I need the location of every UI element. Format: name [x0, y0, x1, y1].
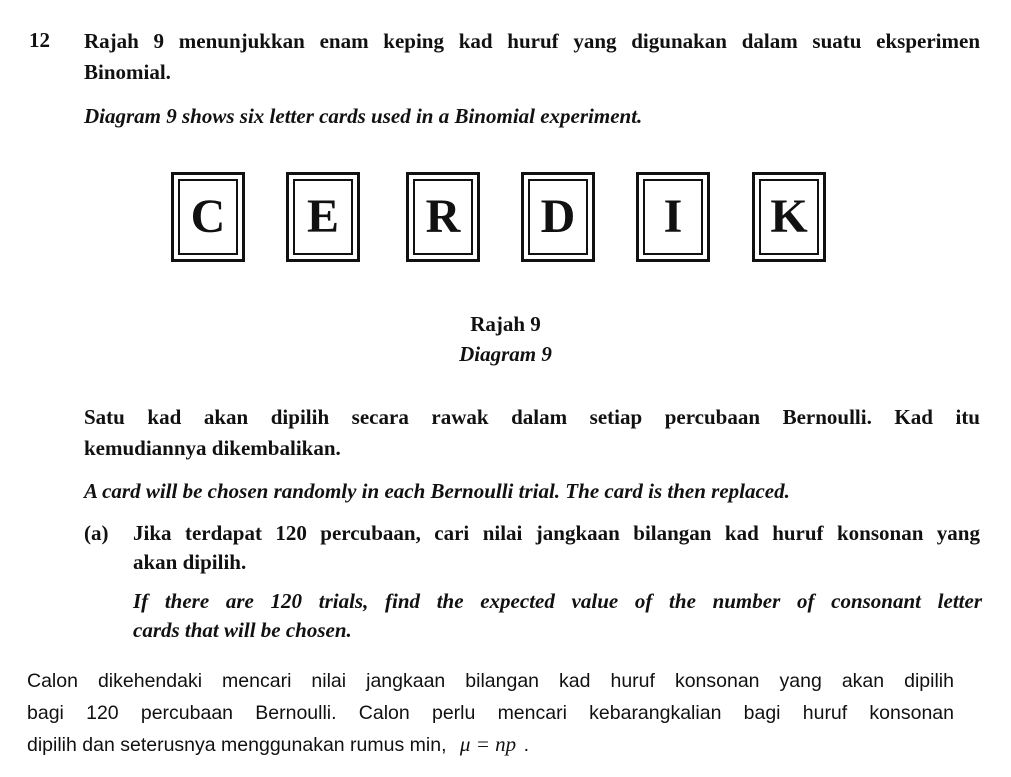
english-intro: Diagram 9 shows six letter cards used in a Binomial experiment. — [84, 104, 643, 128]
letter-card-d-label: D — [528, 179, 588, 255]
part-a-malay-line-1: Jika terdapat 120 percubaan, cari nilai jangkaan bilangan kad huruf konsonan yang — [133, 521, 980, 545]
part-a-english-line-2: cards that will be chosen. — [133, 618, 352, 642]
letter-card-d — [521, 172, 595, 262]
letter-card-c — [171, 172, 245, 262]
letter-card-r — [406, 172, 480, 262]
commentary-line-3-end: . — [523, 734, 529, 756]
letter-card-e-label: E — [293, 179, 353, 255]
diagram-caption-malay: Rajah 9 — [470, 312, 541, 336]
diagram-caption-english: Diagram 9 — [459, 342, 552, 366]
letter-card-i — [636, 172, 710, 262]
mean-formula: μ = np — [459, 732, 517, 756]
letter-card-k-label: K — [759, 179, 819, 255]
commentary-line-2: bagi 120 percubaan Bernoulli. Calon perlu mencari kebarangkalian bagi huruf konsonan — [27, 702, 954, 724]
malay-intro-line-2: Binomial. — [84, 60, 171, 84]
malay-intro-line-1: Rajah 9 menunjukkan enam keping kad huruf yang digunakan dalam suatu eksperimen — [84, 29, 980, 53]
context-malay-line-2: kemudiannya dikembalikan. — [84, 436, 341, 460]
commentary-line-3-text: dipilih dan seterusnya menggunakan rumus min, — [27, 734, 447, 756]
context-malay-line-1: Satu kad akan dipilih secara rawak dalam setiap percubaan Bernoulli. Kad itu — [84, 405, 980, 429]
letter-card-i-label: I — [643, 179, 703, 255]
commentary-line-3 — [27, 731, 529, 758]
question-number: 12 — [29, 28, 50, 52]
letter-card-e — [286, 172, 360, 262]
letter-card-r-label: R — [413, 179, 473, 255]
letter-card-c-label: C — [178, 179, 238, 255]
context-english: A card will be chosen randomly in each Bernoulli trial. The card is then replaced. — [84, 479, 790, 503]
part-a-malay-line-2: akan dipilih. — [133, 550, 247, 574]
commentary-line-1: Calon dikehendaki mencari nilai jangkaan bilangan kad huruf konsonan yang akan dipilih — [27, 670, 954, 692]
part-a-label: (a) — [84, 521, 109, 545]
part-a-english-line-1: If there are 120 trials, find the expected value of the number of consonant letter — [133, 589, 982, 613]
letter-card-k — [752, 172, 826, 262]
